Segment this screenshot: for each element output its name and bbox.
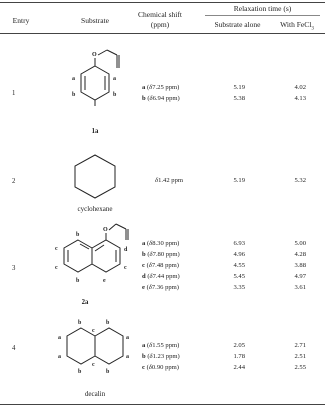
header-chemical-shift: Chemical shift bbox=[138, 10, 182, 19]
svg-text:a: a bbox=[72, 76, 75, 82]
t2-fecl3: 5.32 bbox=[294, 177, 306, 184]
t1-alone-b: 5.38 bbox=[233, 95, 245, 102]
svg-text:b: b bbox=[106, 369, 110, 375]
t3-fecl3-b: 4.28 bbox=[294, 251, 306, 258]
structure-2a bbox=[38, 218, 138, 298]
svg-text:a: a bbox=[58, 354, 61, 360]
svg-text:e: e bbox=[103, 278, 106, 284]
header-bottom-rule bbox=[0, 33, 325, 34]
svg-text:c: c bbox=[55, 246, 58, 252]
header-substrate-alone: Substrate alone bbox=[214, 20, 261, 29]
svg-text:b: b bbox=[72, 92, 76, 98]
svg-text:c: c bbox=[92, 328, 95, 334]
entry-3: 3 bbox=[12, 265, 16, 272]
structure-cyclohexane bbox=[65, 150, 125, 200]
name-cyclohexane: cyclohexane bbox=[77, 205, 113, 213]
table-top-rule bbox=[0, 2, 325, 3]
label-1a: 1a bbox=[91, 128, 99, 135]
t3-alone-c: 4.55 bbox=[233, 262, 245, 269]
shift-3-b: b (δ7.80 ppm) bbox=[142, 251, 180, 258]
shift-3-c: c (δ7.48 ppm) bbox=[142, 262, 179, 269]
t3-fecl3-a: 5.00 bbox=[294, 240, 306, 247]
t1-fecl3-b: 4.13 bbox=[294, 95, 306, 102]
shift-3-d: d (δ7.44 ppm) bbox=[142, 273, 180, 280]
svg-text:d: d bbox=[124, 247, 128, 253]
shift-4-a: a (δ1.55 ppm) bbox=[142, 342, 180, 349]
t1-fecl3-a: 4.02 bbox=[294, 84, 306, 91]
entry-1: 1 bbox=[12, 90, 16, 97]
table-bottom-rule bbox=[0, 404, 325, 405]
t1-alone-a: 5.19 bbox=[233, 84, 245, 91]
t3-alone-e: 3.35 bbox=[233, 284, 245, 291]
header-with-fecl3: With FeCl$_3$ bbox=[280, 20, 314, 32]
header-relaxation-time: Relaxation time (s) bbox=[233, 4, 292, 13]
header-ppm: (ppm) bbox=[150, 20, 170, 29]
t4-fecl3-c: 2.55 bbox=[294, 364, 306, 371]
header-substrate: Substrate bbox=[81, 16, 109, 25]
entry-2: 2 bbox=[12, 178, 16, 185]
label-2a: 2a bbox=[81, 299, 89, 306]
t4-alone-b: 1.78 bbox=[233, 353, 245, 360]
header-entry: Entry bbox=[12, 16, 30, 25]
structure-decalin bbox=[45, 312, 145, 387]
name-decalin: decalin bbox=[84, 390, 106, 398]
shift-1-b: b (δ6.94 ppm) bbox=[142, 95, 180, 102]
t4-alone-c: 2.44 bbox=[233, 364, 245, 371]
entry-4: 4 bbox=[12, 345, 16, 352]
t3-fecl3-c: 3.88 bbox=[294, 262, 306, 269]
svg-text:c: c bbox=[92, 362, 95, 368]
structure-1a bbox=[55, 38, 135, 138]
svg-text:a: a bbox=[58, 335, 61, 341]
t4-fecl3-b: 2.51 bbox=[294, 353, 306, 360]
svg-text:b: b bbox=[106, 320, 110, 326]
svg-text:a: a bbox=[126, 335, 129, 341]
svg-text:b: b bbox=[78, 320, 82, 326]
t3-fecl3-e: 3.61 bbox=[294, 284, 306, 291]
svg-text:b: b bbox=[113, 92, 117, 98]
t3-alone-d: 5.45 bbox=[233, 273, 245, 280]
svg-text:b: b bbox=[78, 369, 82, 375]
svg-text:O: O bbox=[103, 227, 108, 233]
svg-text:c: c bbox=[124, 265, 127, 271]
svg-text:c: c bbox=[55, 265, 58, 271]
t4-fecl3-a: 2.71 bbox=[294, 342, 306, 349]
shift-4-b: b (δ1.23 ppm) bbox=[142, 353, 180, 360]
shift-1-a: a (δ7.25 ppm) bbox=[142, 84, 180, 91]
t3-alone-b: 4.96 bbox=[233, 251, 245, 258]
t3-alone-a: 6.93 bbox=[233, 240, 245, 247]
shift-3-e: e (δ7.36 ppm) bbox=[142, 284, 179, 291]
t3-fecl3-d: 4.97 bbox=[294, 273, 306, 280]
shift-2: δ1.42 ppm bbox=[155, 177, 183, 184]
header-sub-rule bbox=[205, 15, 320, 16]
svg-text:b: b bbox=[76, 278, 80, 284]
svg-text:b: b bbox=[76, 232, 80, 238]
t2-alone: 5.19 bbox=[233, 177, 245, 184]
t4-alone-a: 2.05 bbox=[233, 342, 245, 349]
svg-text:a: a bbox=[126, 354, 129, 360]
shift-4-c: c (δ0.90 ppm) bbox=[142, 364, 179, 371]
shift-3-a: a (δ8.30 ppm) bbox=[142, 240, 180, 247]
svg-text:a: a bbox=[113, 76, 116, 82]
oxygen-atom: O bbox=[92, 52, 97, 58]
